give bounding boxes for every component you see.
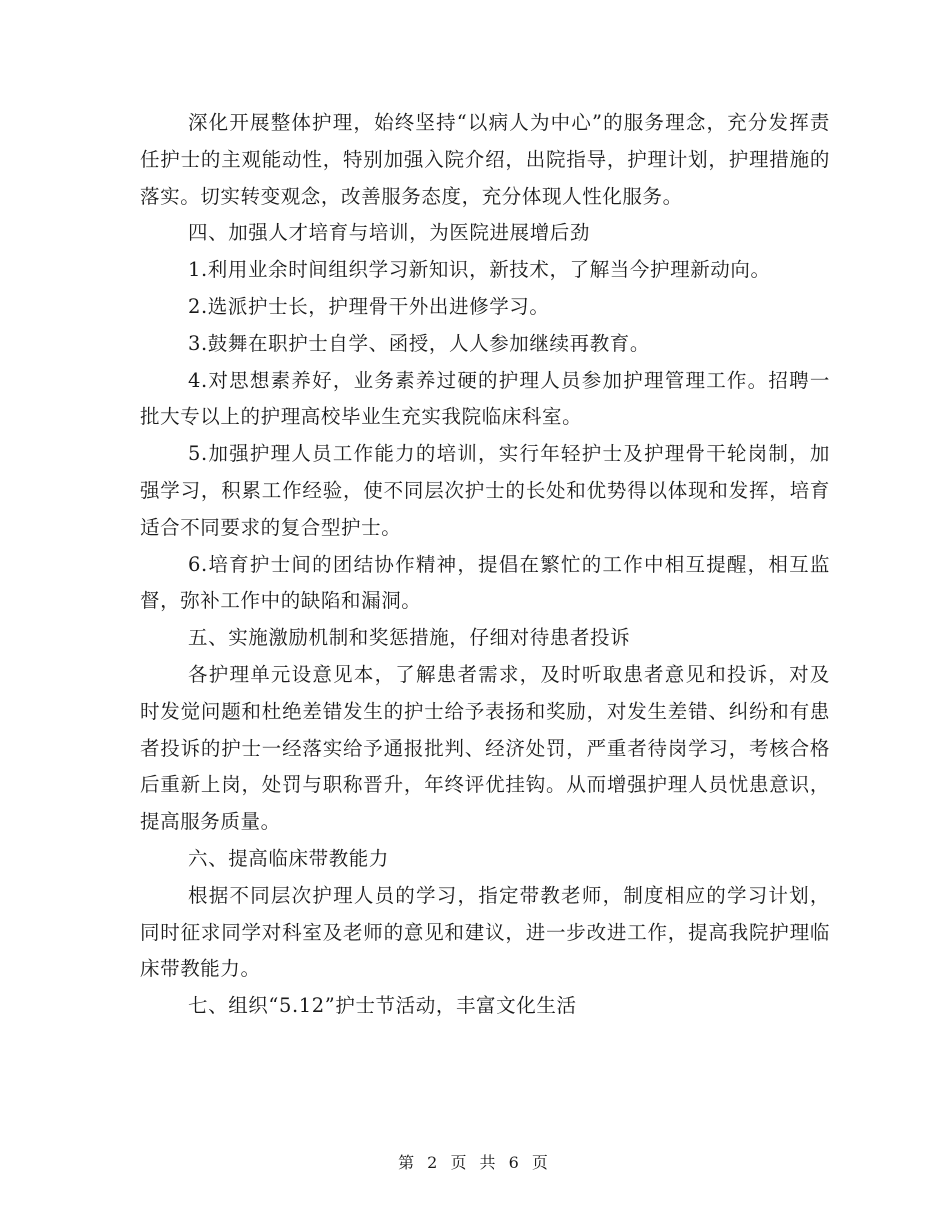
paragraph-teaching: 根据不同层次护理人员的学习，指定带教老师，制度相应的学习计划，同时征求同学对科室及老师的意见和建议，进一步改进工作，提高我院护理临床带教能力。 [140, 883, 830, 981]
paragraph-feedback: 各护理单元设意见本，了解患者需求，及时听取患者意见和投诉，对及时发觉问题和杜绝差错发生的护士给予表扬和奖励，对发生差错、纠纷和有患者投诉的护士一经落实给予通报批判、经济处罚，严重者待岗学习，考核合格后重新上岗，处罚与职称晋升，年终评优挂钩。从而增强护理人员忧患意识，提高服务质量。 [140, 662, 830, 834]
list-item-1: 1.利用业余时间组织学习新知识，新技术，了解当今护理新动向。 [188, 258, 771, 282]
list-item-4: 4.对思想素养好，业务素养过硬的护理人员参加护理管理工作。招聘一批大专以上的护理高校毕业生充实我院临床科室。 [140, 368, 830, 429]
page-number-footer: 第 2 页 共 6 页 [398, 1153, 552, 1172]
list-item-3: 3.鼓舞在职护士自学、函授，人人参加继续再教育。 [188, 331, 651, 355]
section-heading-7: 七、组织“5.12”护士节活动，丰富文化生活 [188, 994, 577, 1018]
list-item-5: 5.加强护理人员工作能力的培训，实行年轻护士及护理骨干轮岗制，加强学习，积累工作经验，使不同层次护士的长处和优势得以体现和发挥，培育适合不同要求的复合型护士。 [140, 442, 830, 539]
section-heading-4: 四、加强人才培育与培训，为医院进展增后劲 [188, 221, 591, 245]
list-item-6: 6.培育护士间的团结协作精神，提倡在繁忙的工作中相互提醒，相互监督，弥补工作中的缺陷和漏洞。 [140, 552, 830, 613]
paragraph-intro: 深化开展整体护理，始终坚持“以病人为中心”的服务理念，充分发挥责任护士的主观能动性，特别加强入院介绍，出院指导，护理计划，护理措施的落实。切实转变观念，改善服务态度，充分体现人性化服务。 [140, 111, 830, 208]
document-body [140, 105, 830, 1025]
section-heading-5: 五、实施激励机制和奖惩措施，仔细对待患者投诉 [188, 626, 631, 650]
section-heading-6: 六、提高临床带教能力 [188, 846, 390, 870]
list-item-2: 2.选派护士长，护理骨干外出进修学习。 [188, 294, 550, 318]
